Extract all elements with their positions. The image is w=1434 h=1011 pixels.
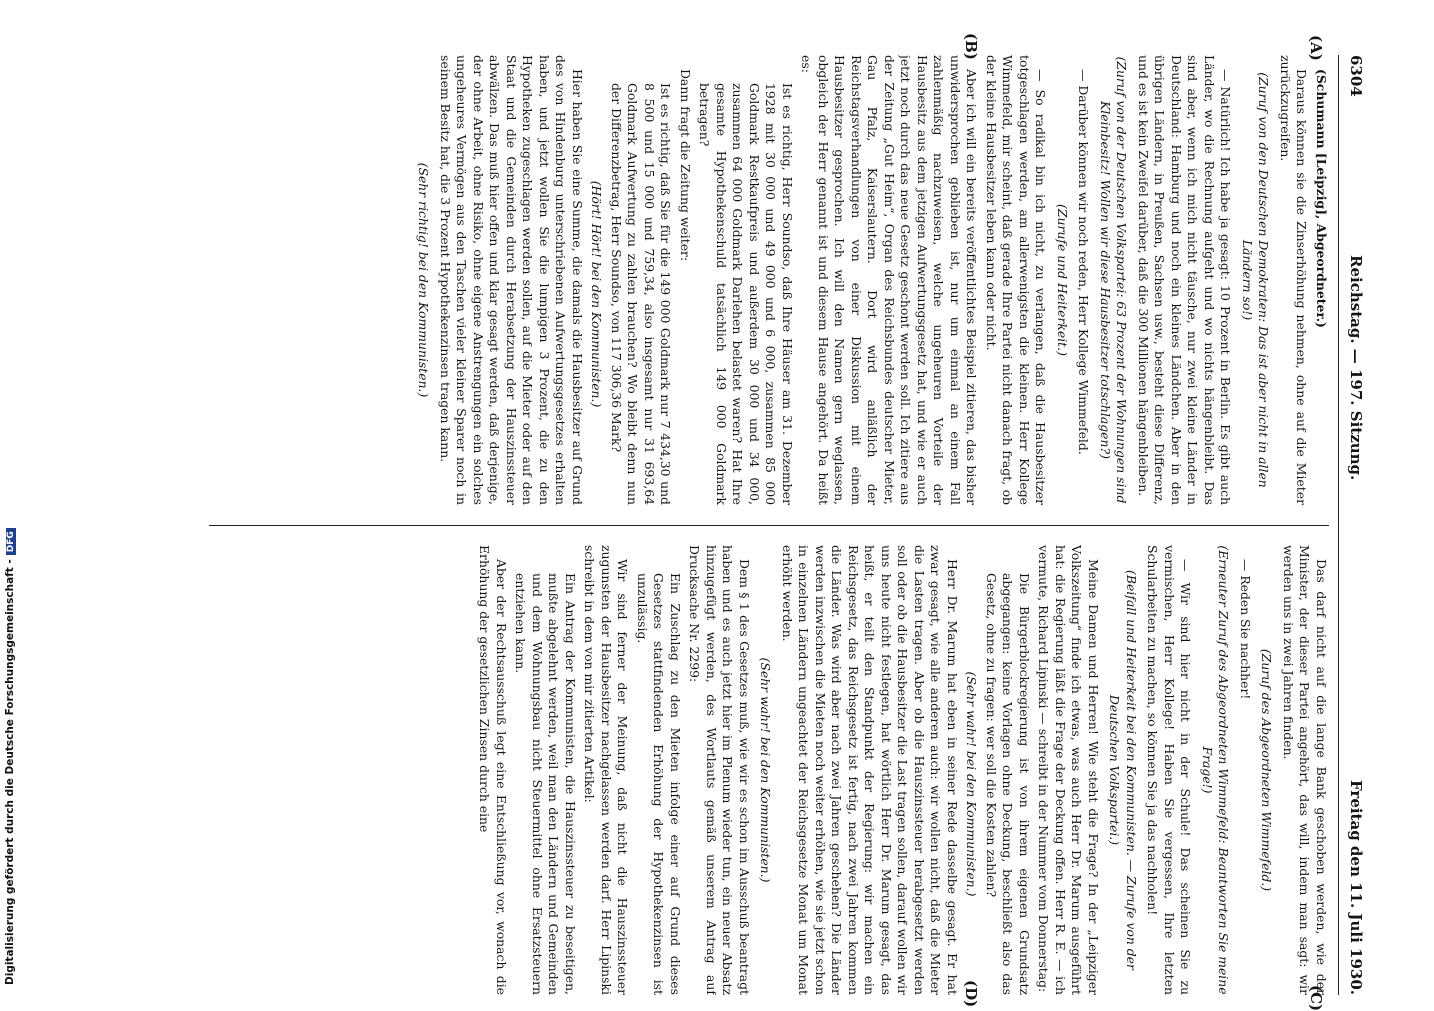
dfg-logo: DFG bbox=[6, 528, 16, 555]
paragraph: Die Bürgerblockregierung ist von ihrem eigenen Grundsatz abgegangen: keine Vorlagen ohne Deckung, beschließt also das Gesetz, ohne zu fragen: wer soll die Kosten zahlen? bbox=[984, 573, 1032, 995]
paragraph: Dann fragt die Zeitung weiter: bbox=[678, 69, 693, 262]
paragraph: Wir sind ferner der Meinung, daß nicht die Hauszinssteuer zugunsten der Hausbesitzer nachgelassen werden darf. Herr Lipinski schreibt in dem von mir zitierten Artikel: bbox=[582, 545, 631, 995]
session-title: Reichstag. — 197. Sitzung. bbox=[1347, 255, 1365, 481]
paragraph: Das darf nicht auf die lange Bank geschoben werden, wie der Minister, der dieser Partei angehört, das will, indem man sagt: wir werden uns in zwei Jahren finden. bbox=[1281, 545, 1329, 995]
interjection: (Zuruf des Abgeordneten Wimmefeld.) bbox=[1259, 648, 1275, 892]
interjection: (Hört! Hört! bei den Kommunisten.) bbox=[589, 180, 605, 408]
column-divider bbox=[209, 525, 1329, 526]
interjection: (Zurufe und Heiterkeit.) bbox=[1055, 204, 1070, 356]
interjection: (Sehr wahr! bei den Kommunisten.) bbox=[758, 657, 774, 883]
margin-mark-d: (D) bbox=[962, 980, 980, 1008]
interjection: (Beifall und Heiterkeit bei den Kommunisten. — Zurufe von der Deutschen Volkspartei.) bbox=[1107, 570, 1139, 970]
paragraph: Aber der Rechtsausschuß legt eine Entschließung vor, wonach die Erhöhung der gesetzlichen Zinsen durch eine bbox=[477, 545, 509, 995]
interjection: (Erneuter Zuruf des Abgeordneten Wimmefeld: Beantworten Sie meine Frage!) bbox=[1200, 545, 1232, 995]
interjection: (Sehr wahr! bei den Kommunisten.) bbox=[964, 671, 980, 897]
paragraph: Ist es richtig, daß Sie für die 149 000 Goldmark nur 7 434,30 und 8 500 und 15 000 und 759,34, also insgesamt nur 31 693,64 Goldmark Aufwertung zu zahlen brauchen? Wo bleibt denn nun der Differenzbetrag, Herr Soundso, von 117 306,36 Mark? bbox=[609, 83, 674, 505]
paragraph: Daraus können sie die Zinserhöhung nehmen, ohne auf die Mieter zurückzugreifen. bbox=[1278, 55, 1310, 505]
paragraph: — So radikal bin ich nicht, zu verlangen, daß die Hausbesitzer totgeschlagen werden, am allerwenigsten die kleinen. Herr Kollege Wimmefeld, mir scheint, daß gerade Ihre Partei nicht danach fragt, ob der kleine Hausbesitzer leben kann oder nicht. bbox=[984, 55, 1049, 505]
paragraph: — Natürlich! Ich habe ja gesagt: 10 Prozent in Berlin. Es gibt auch Länder, wo die Rechnung aufgeht und wo nichts hängenbleibt. Das sind aber, wenn ich mich nicht täusche, nur zwei kleine Länder in Deutschland: Hamburg und noch ein kleines Ländchen. Aber in den übrigen Ländern, in Preußen, Sachsen usw., besteht diese Differenz, und es ist kein Zweifel darüber, daß die 300 Millionen hängenbleiben. bbox=[1136, 55, 1234, 505]
interjection: (Sehr richtig! bei den Kommunisten.) bbox=[416, 162, 432, 398]
margin-mark-c: (C) bbox=[1307, 985, 1325, 1011]
interjection: (Zuruf von den Deutschen Demokraten: Das ist aber nicht in allen Ländern so!) bbox=[1240, 72, 1272, 488]
page-header bbox=[1341, 55, 1365, 995]
left-text-column bbox=[179, 55, 1329, 505]
paragraph: Ein Antrag der Kommunisten, die Hauszinssteuer zu beseitigen, mußte abgelehnt werden, weil man den Ländern und Gemeinden und dem Wohnungsbau nicht Steuermittel ohne Ersatzsteuern entziehen kann. bbox=[513, 573, 578, 995]
margin-mark-a: (A) bbox=[1307, 35, 1325, 61]
page-number: 6304 bbox=[1347, 55, 1365, 97]
paragraph: Ein Zuschlag zu den Mieten infolge einer auf Grund dieses Gesetzes stattfindenden Erhöhung der Hypothekenzinsen ist unzulässig. bbox=[635, 573, 683, 995]
interjection: (Zuruf von der Deutschen Volkspartei: 63 Prozent der Wohnungen sind Kleinbesitz! Wollen wir diese Hausbesitzer totschlagen?) bbox=[1098, 56, 1130, 504]
paragraph: Aber ich will ein bereits veröffentlichtes Beispiel zitieren, das bisher unwidersprochen geblieben ist, nur um einmal an einem Fall zahlenmäßig nachzuweisen, welche ungeheuren Vorteile der Hausbesitz aus dem jetzigen Aufwertungsgesetz hat, und wie er auch jetzt noch durch das neue Gesetz geschont werden soll. Ich zitiere aus der Zeitung „Gut Heim“, Organ des Reichsbundes deutscher Mieter, Gau Pfalz, Kaiserslautern. Dort wird anläßlich der Reichstagsverhandlungen von einer Diskussion mit einem Hausbesitzer gesprochen. Ich will den Namen gern weglassen, obgleich der Herr genannt ist und diesem Hause angehört. Da heißt es: bbox=[799, 55, 980, 505]
paragraph: Dem § 1 des Gesetzes muß, wie wir es schon im Ausschuß beantragt haben und es auch jetzt hier im Plenum wieder tun, ein neuer Absatz hinzugefügt werden, des Wortlauts gemäß unserem Antrag auf Drucksache Nr. 2299: bbox=[687, 545, 752, 995]
paragraph: Ist es richtig, Herr Soundso, daß Ihre Häuser am 31. Dezember 1928 mit 30 000 und 49 000 und 6 000, zusammen 85 000 Goldmark Restkaufpreis und außerdem 30 000 und 34 000, zusammen 64 000 Goldmark Darlehen belastet waren? Hat Ihre gesamte Hypothekenschuld tatsächlich 149 000 Goldmark betragen? bbox=[697, 83, 795, 505]
paragraph: Herr Dr. Marum hat eben in seiner Rede dasselbe gesagt. Er hat zwar gesagt, wie alle anderen auch: wir wollen nicht, daß die Mieter die Lasten tragen. Aber ob die Hauszinssteuer herabgesetzt werden soll oder ob die Hausbesitzer die Last tragen sollen, darauf wollen wir uns heute nicht festlegen, hat wörtlich Herr Dr. Marum gesagt, das heißt, er teilt den Standpunkt der Regierung: wir machen ein Reichsgesetz, das Reichsgesetz ist fertig, nach zwei Jahren kommen die Länder. Was wird aber nach zwei Jahren geschehen? Die Länder werden inzwischen die Mieten noch weiter erhöhen, wie sie jetzt schon in einzelnen Ländern ungeachtet der Reichsgesetze Monat um Monat erhöht werden. bbox=[780, 545, 960, 995]
digitization-credit bbox=[4, 528, 16, 985]
speaker-line: (Schumann [Leipzig], Abgeordneter.) bbox=[1314, 69, 1329, 328]
credit-text: Digitalisierung gefördert durch die Deutsche Forschungsgemeinschaft - bbox=[4, 559, 16, 985]
paragraph: — Reden Sie nachher! bbox=[1238, 559, 1253, 700]
paragraph: — Wir sind hier nicht in der Schule! Das scheinen Sie zu vermischen, Herr Kollege! Haben Sie vergessen, Ihre letzten Schularbeiten zu machen, so können Sie ja das nachholen! bbox=[1145, 545, 1194, 995]
paragraph: Hier haben Sie eine Summe, die damals die Hausbesitzer auf Grund des von Hindenburg unterschriebenen Aufwertungsgesetzes erhalten haben, und jetzt wollen Sie die lumpigen 3 Prozent, die zu den Hypotheken zugeschlagen werden sollen, auf die Mieter oder auf den Staat und die Gemeinden durch Herabsetzung der Hauszinssteuer abwälzen. Das muß hier offen und klar gesagt werden, daß derjenige, der ohne Arbeit, ohne Risiko, ohne eigene Anstrengungen ein solches ungeheures Vermögen aus den Taschen vieler kleiner Sparer noch in seinem Besitz hat, die 3 Prozent Hypothekenzinsen tragen kann. bbox=[438, 55, 585, 505]
rotated-document-page bbox=[165, 33, 1365, 1011]
margin-mark-b: (B) bbox=[962, 33, 980, 60]
paragraph: Meine Damen und Herren! Wie steht die Frage? In der „Leipziger Volkszeitung“ finde ich etwas, was auch Herr Dr. Marum ausgeführt hat: die Regierung läßt die Frage der Deckung offen. Herr R. E. — ich vermute, Richard Lipinski — schreibt in der Nummer vom Donnerstag: bbox=[1036, 545, 1101, 995]
right-text-column bbox=[179, 545, 1329, 995]
header-rule bbox=[1338, 55, 1339, 995]
session-date: Freitag den 11. Juli 1930. bbox=[1347, 780, 1365, 995]
paragraph: — Darüber können wir noch reden, Herr Kollege Wimmefeld. bbox=[1076, 69, 1092, 455]
